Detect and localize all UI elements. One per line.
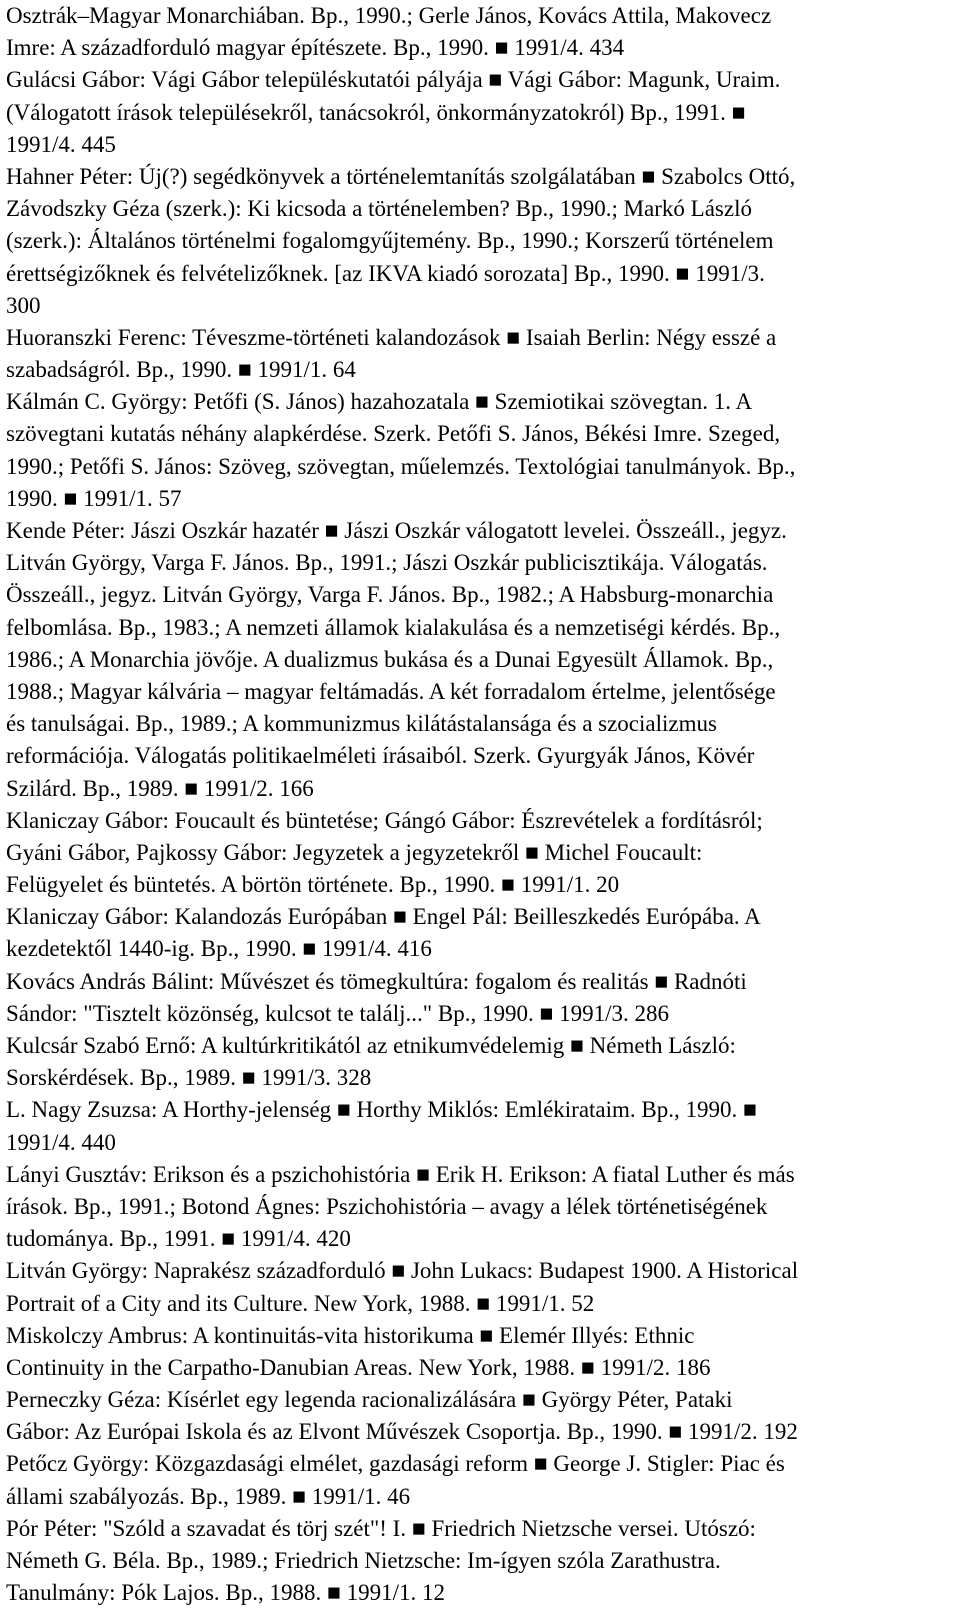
text-line: Osztrák–Magyar Monarchiában. Bp., 1990.; Gerle János, Kovács Attila, Makovecz bbox=[6, 3, 772, 28]
text-line: Miskolczy Ambrus: A kontinuitás-vita historikuma ■ Elemér Illyés: Ethnic bbox=[6, 1322, 695, 1348]
text-line: Litván György, Varga F. János. Bp., 1991.; Jászi Oszkár publicisztikája. Válogatás. bbox=[6, 550, 768, 576]
text-line: 1991/4. 445 bbox=[6, 131, 116, 157]
text-line: szabadságról. Bp., 1990. ■ 1991/1. 64 bbox=[6, 357, 356, 383]
text-line: állami szabályozás. Bp., 1989. ■ 1991/1. 46 bbox=[6, 1483, 411, 1509]
text-line: Huoranszki Ferenc: Téveszme-történeti kalandozások ■ Isaiah Berlin: Négy esszé a bbox=[6, 324, 777, 350]
text-line: Klaniczay Gábor: Kalandozás Európában ■ Engel Pál: Beilleszkedés Európába. A bbox=[6, 904, 761, 930]
text-line: Perneczky Géza: Kísérlet egy legenda racionalizálására ■ György Péter, Pataki bbox=[6, 1387, 733, 1413]
text-line: Összeáll., jegyz. Litván György, Varga F. János. Bp., 1982.; A Habsburg-monarchia bbox=[6, 582, 774, 608]
text-line: Kulcsár Szabó Ernő: A kultúrkritikától az etnikumvédelemig ■ Németh László: bbox=[6, 1033, 736, 1058]
text-line: L. Nagy Zsuzsa: A Horthy-jelenség ■ Horthy Miklós: Emlékirataim. Bp., 1990. ■ bbox=[6, 1097, 757, 1123]
text-line: 1990.; Petőfi S. János: Szöveg, szövegtan, műelemzés. Textológiai tanulmányok. Bp., bbox=[6, 453, 796, 479]
text-line: 1991/4. 440 bbox=[6, 1129, 116, 1155]
text-line: 1988.; Magyar kálvária – magyar feltámadás. A két forradalom értelme, jelentősége bbox=[6, 678, 776, 704]
text-line: Gábor: Az Európai Iskola és az Elvont Művészek Csoportja. Bp., 1990. ■ 1991/2. 192 bbox=[6, 1419, 798, 1445]
text-line: Felügyelet és büntetés. A börtön története. Bp., 1990. ■ 1991/1. 20 bbox=[6, 872, 620, 898]
text-line: Kende Péter: Jászi Oszkár hazatér ■ Jászi Oszkár válogatott levelei. Összeáll., jegyz. bbox=[6, 518, 787, 543]
text-line: kezdetektől 1440-ig. Bp., 1990. ■ 1991/4. 416 bbox=[6, 936, 432, 962]
text-line: írások. Bp., 1991.; Botond Ágnes: Pszichohistória – avagy a lélek történetiségének bbox=[6, 1193, 768, 1219]
text-line: reformációja. Válogatás politikaelméleti írásaiból. Szerk. Gyurgyák János, Kövér bbox=[6, 743, 755, 769]
text-line: (szerk.): Általános történelmi fogalomgyűjtemény. Bp., 1990.; Korszerű történelem bbox=[6, 228, 774, 254]
text-line: Gulácsi Gábor: Vági Gábor településkutatói pályája ■ Vági Gábor: Magunk, Uraim. bbox=[6, 67, 781, 93]
text-line: 1986.; A Monarchia jövője. A dualizmus bukása és a Dunai Egyesült Államok. Bp., bbox=[6, 646, 774, 672]
text-line: Kálmán C. György: Petőfi (S. János) hazahozatala ■ Szemiotikai szövegtan. 1. A bbox=[6, 389, 753, 415]
text-line: 1990. ■ 1991/1. 57 bbox=[6, 485, 182, 511]
text-line: Závodszky Géza (szerk.): Ki kicsoda a történelemben? Bp., 1990.; Markó László bbox=[6, 196, 752, 222]
text-line: Lányi Gusztáv: Erikson és a pszichohistória ■ Erik H. Erikson: A fiatal Luther és más bbox=[6, 1161, 795, 1187]
text-line: Sorskérdések. Bp., 1989. ■ 1991/3. 328 bbox=[6, 1065, 372, 1091]
text-line: Portrait of a City and its Culture. New York, 1988. ■ 1991/1. 52 bbox=[6, 1290, 595, 1316]
text-line: Gyáni Gábor, Pajkossy Gábor: Jegyzetek a jegyzetekről ■ Michel Foucault: bbox=[6, 839, 703, 865]
text-line: érettségizőknek és felvételizőknek. [az IKVA kiadó sorozata] Bp., 1990. ■ 1991/3. bbox=[6, 260, 765, 286]
text-line: Tanulmány: Pók Lajos. Bp., 1988. ■ 1991/1. 12 bbox=[6, 1580, 446, 1606]
text-line: felbomlása. Bp., 1983.; A nemzeti államok kialakulása és a nemzetiségi kérdés. Bp., bbox=[6, 614, 781, 640]
text-line: és tanulságai. Bp., 1989.; A kommunizmus kilátástalansága és a szocializmus bbox=[6, 711, 717, 737]
text-line: Litván György: Naprakész századforduló ■ John Lukacs: Budapest 1900. A Historical bbox=[6, 1258, 799, 1284]
text-line: Petőcz György: Közgazdasági elmélet, gazdasági reform ■ George J. Stigler: Piac és bbox=[6, 1451, 785, 1477]
text-line: (Válogatott írások településekről, tanácsokról, önkormányzatokról) Bp., 1991. ■ bbox=[6, 99, 746, 125]
text-line: Continuity in the Carpatho-Danubian Areas. New York, 1988. ■ 1991/2. 186 bbox=[6, 1354, 711, 1380]
text-line: Kovács András Bálint: Művészet és tömegkultúra: fogalom és realitás ■ Radnóti bbox=[6, 968, 747, 994]
text-line: tudománya. Bp., 1991. ■ 1991/4. 420 bbox=[6, 1226, 351, 1252]
text-line: szövegtani kutatás néhány alapkérdése. Szerk. Petőfi S. János, Békési Imre. Szeged, bbox=[6, 421, 781, 447]
text-line: Szilárd. Bp., 1989. ■ 1991/2. 166 bbox=[6, 775, 314, 801]
text-line: Imre: A századforduló magyar építészete. Bp., 1990. ■ 1991/4. 434 bbox=[6, 35, 625, 61]
text-line: Pór Péter: "Szóld a szavadat és törj szét"! I. ■ Friedrich Nietzsche versei. Utószó: bbox=[6, 1515, 756, 1541]
text-line: Németh G. Béla. Bp., 1989.; Friedrich Nietzsche: Im-ígyen szóla Zarathustra. bbox=[6, 1548, 721, 1573]
text-line: 300 bbox=[6, 292, 41, 318]
text-line: Sándor: "Tisztelt közönség, kulcsot te találj..." Bp., 1990. ■ 1991/3. 286 bbox=[6, 1000, 670, 1026]
text-line: Klaniczay Gábor: Foucault és büntetése; Gángó Gábor: Észrevételek a fordításról; bbox=[6, 807, 763, 833]
text-line: Hahner Péter: Új(?) segédkönyvek a történelemtanítás szolgálatában ■ Szabolcs Ottó, bbox=[6, 163, 796, 189]
